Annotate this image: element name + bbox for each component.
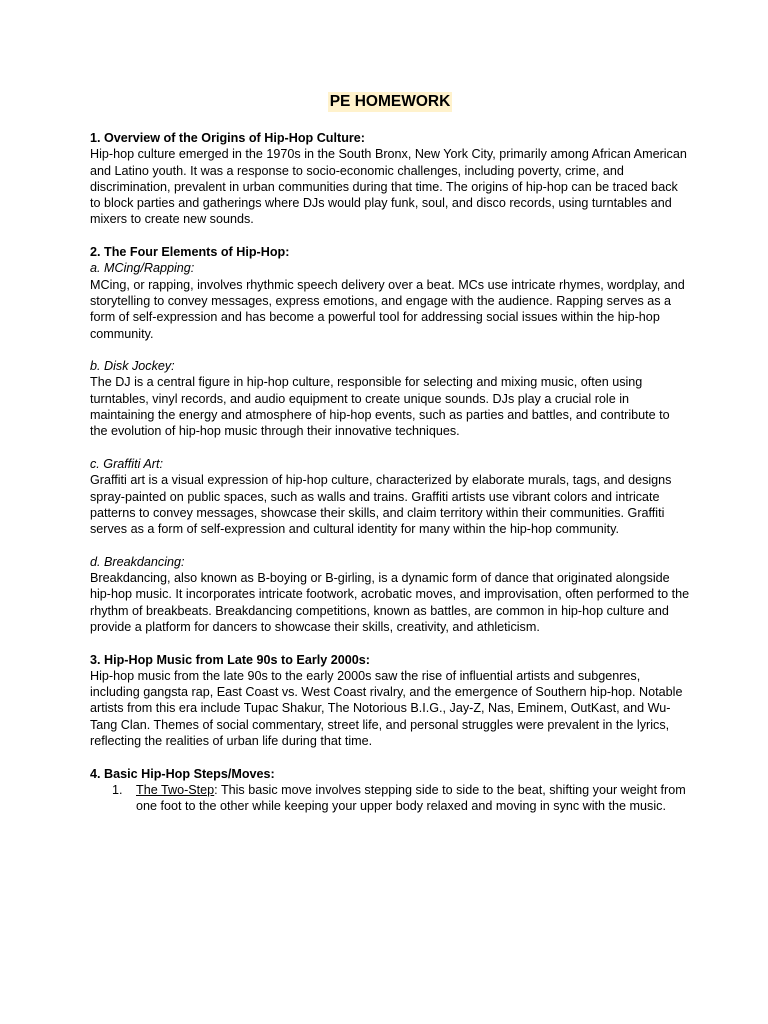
element-label-breakdancing: d. Breakdancing: bbox=[90, 554, 185, 569]
title-wrapper bbox=[90, 92, 690, 112]
element-label-mcing: a. MCing/Rapping: bbox=[90, 261, 195, 276]
section-origins bbox=[90, 130, 690, 228]
page-title: PE HOMEWORK bbox=[329, 93, 451, 110]
section-body-origins: Hip-hop culture emerged in the 1970s in the South Bronx, New York City, primarily among African American and Latino youth. It was a response to socio-economic challenges, including poverty, crime, and discrimination, prevalent in urban communities during that time. The origins of hip-hop can be traced back to block parties and gatherings where DJs would play funk, soul, and disco records, using turntables and mixers to create new sounds. bbox=[90, 147, 687, 227]
list-item bbox=[90, 782, 690, 815]
section-elements bbox=[90, 244, 690, 635]
element-body-graffiti: Graffiti art is a visual expression of hip-hop culture, characterized by elaborate murals, tags, and designs spray-painted on public spaces, such as walls and trains. Graffiti artists use vibrant colors and intricate patterns to convey messages, showcase their skills, and claim territory within their communities. Graffiti serves as a form of self-expression and cultural identity for many within the hip-hop community. bbox=[90, 473, 672, 537]
element-graffiti bbox=[90, 456, 690, 537]
section-heading-elements: 2. The Four Elements of Hip-Hop: bbox=[90, 245, 290, 260]
element-body-mcing: MCing, or rapping, involves rhythmic speech delivery over a beat. MCs use intricate rhymes, wordplay, and storytelling to convey messages, express emotions, and engage with the audience. Rapping serves as a form of self-expression and has become a powerful tool for addressing social issues within the hip-hop community. bbox=[90, 277, 685, 341]
element-label-graffiti: c. Graffiti Art: bbox=[90, 456, 164, 471]
moves-list bbox=[90, 782, 690, 815]
element-dj bbox=[90, 358, 690, 439]
element-label-dj: b. Disk Jockey: bbox=[90, 359, 175, 374]
section-heading-music: 3. Hip-Hop Music from Late 90s to Early 2000s: bbox=[90, 652, 370, 667]
move-name: The Two-Step bbox=[136, 782, 215, 797]
element-body-breakdancing: Breakdancing, also known as B-boying or B-girling, is a dynamic form of dance that originated alongside hip-hop music. It incorporates intricate footwork, acrobatic moves, and improvisation, often performed to the rhythm of breakbeats. Breakdancing competitions, known as battles, are common in hip-hop culture and provide a platform for dancers to showcase their skills, creativity, and athleticism. bbox=[90, 571, 690, 634]
section-heading-origins: 1. Overview of the Origins of Hip-Hop Culture: bbox=[90, 131, 365, 145]
section-music bbox=[90, 652, 690, 750]
element-breakdancing bbox=[90, 554, 690, 635]
move-description: : This basic move involves stepping side to side to the beat, shifting your weight from one foot to the other while keeping your upper body relaxed and moving in sync with the music. bbox=[136, 782, 686, 814]
section-body-music: Hip-hop music from the late 90s to the early 2000s saw the rise of influential artists and subgenres, including gangsta rap, East Coast vs. West Coast rivalry, and the emergence of Southern hip-hop. Notable artists from this era include Tupac Shakur, The Notorious B.I.G., Jay-Z, Nas, Eminem, OutKast, and Wu-Tang Clan. Themes of social commentary, street life, and personal struggles were prevalent in the lyrics, reflecting the realities of urban life during that time. bbox=[90, 668, 683, 748]
section-moves bbox=[90, 766, 690, 815]
element-body-dj: The DJ is a central figure in hip-hop culture, responsible for selecting and mixing music, often using turntables, vinyl records, and audio equipment to create unique sounds. DJs play a crucial role in maintaining the energy and atmosphere of hip-hop events, such as parties and battles, and contribute to the evolution of hip-hop music through their innovative techniques. bbox=[90, 375, 670, 439]
document-page bbox=[90, 92, 690, 814]
section-heading-moves: 4. Basic Hip-Hop Steps/Moves: bbox=[90, 766, 275, 781]
list-item-number: 1. bbox=[112, 782, 123, 797]
element-mcing bbox=[90, 260, 690, 341]
